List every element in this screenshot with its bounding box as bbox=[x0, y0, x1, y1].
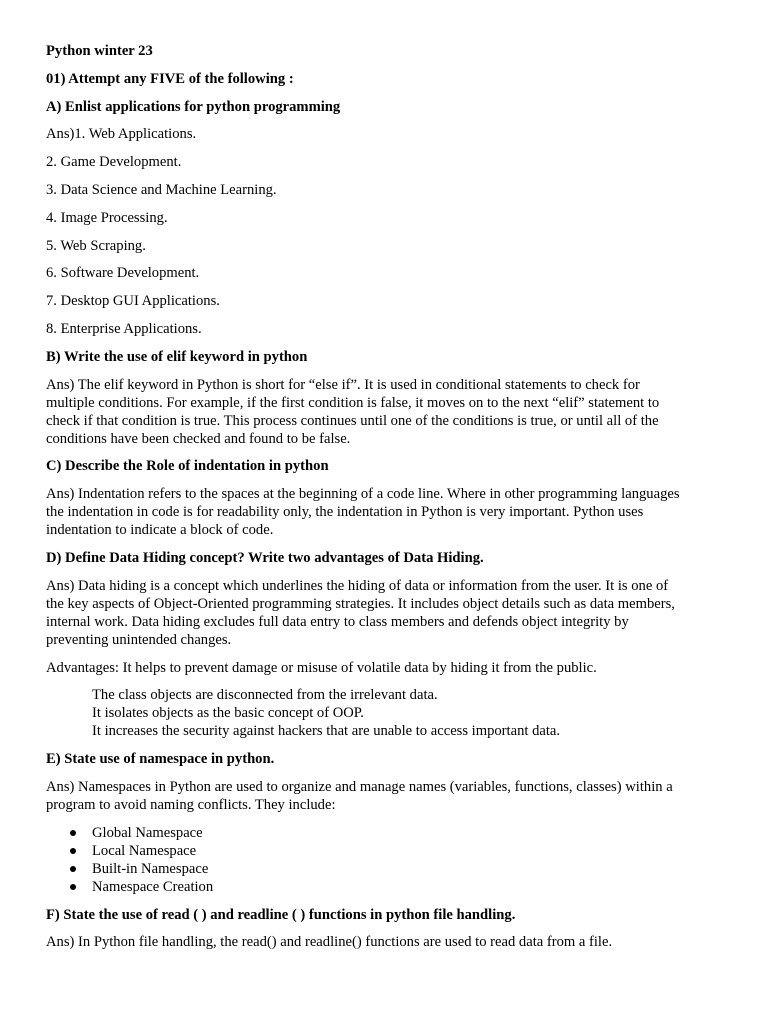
answer-b bbox=[46, 376, 728, 448]
list-item-text: Namespace Creation bbox=[92, 878, 214, 895]
answer-a-item: 2. Game Development. bbox=[46, 154, 182, 171]
answer-c-line: indentation to indicate a block of code. bbox=[46, 522, 274, 539]
answer-e bbox=[46, 778, 728, 814]
list-item bbox=[46, 878, 728, 896]
list-item-text: Local Namespace bbox=[92, 842, 197, 859]
answer-c-line: the indentation in code is for readability only, the indentation in Python is very important. Python uses bbox=[46, 504, 644, 521]
advantage-item: The class objects are disconnected from the irrelevant data. bbox=[92, 687, 438, 704]
list-item-text: Global Namespace bbox=[92, 824, 203, 841]
answer-d-line: internal work. Data hiding excludes full data entry to class members and defends object integrity by bbox=[46, 613, 629, 630]
document-title: Python winter 23 bbox=[46, 43, 153, 59]
answer-a-item: 3. Data Science and Machine Learning. bbox=[46, 181, 277, 198]
question-c: C) Describe the Role of indentation in python bbox=[46, 458, 329, 475]
bullet-icon bbox=[70, 848, 76, 854]
answer-f: Ans) In Python file handling, the read() and readline() functions are used to read data from a file. bbox=[46, 934, 613, 951]
answer-b-line: check if that condition is true. This process continues until one of the conditions is true, or until all of the bbox=[46, 412, 659, 429]
answer-c bbox=[46, 485, 728, 539]
question-f: F) State the use of read ( ) and readline ( ) functions in python file handling. bbox=[46, 906, 516, 923]
answer-b-line: Ans) The elif keyword in Python is short for “else if”. It is used in conditional statements to check for bbox=[46, 376, 640, 393]
list-item bbox=[46, 860, 728, 878]
list-item-text: Built-in Namespace bbox=[92, 860, 209, 877]
answer-e-line: program to avoid naming conflicts. They include: bbox=[46, 796, 336, 813]
advantage-item: It increases the security against hackers that are unable to access important data. bbox=[92, 723, 561, 740]
question-e: E) State use of namespace in python. bbox=[46, 751, 275, 768]
list-item bbox=[46, 824, 728, 842]
answer-b-line: conditions have been checked and found to be false. bbox=[46, 430, 351, 447]
answer-a-item: 8. Enterprise Applications. bbox=[46, 320, 202, 337]
answer-d-line: the key aspects of Object-Oriented programming strategies. It includes object details such as data members, bbox=[46, 595, 675, 612]
question-d: D) Define Data Hiding concept? Write two advantages of Data Hiding. bbox=[46, 549, 484, 566]
answer-a-item: 6. Software Development. bbox=[46, 265, 200, 282]
list-item bbox=[46, 842, 728, 860]
question-header: 01) Attempt any FIVE of the following : bbox=[46, 70, 294, 87]
answer-b-line: multiple conditions. For example, if the first condition is false, it moves on to the next “elif” statement to bbox=[46, 394, 660, 411]
answer-d-advantages: Advantages: It helps to prevent damage or misuse of volatile data by hiding it from the public. bbox=[46, 659, 597, 676]
answer-d-line: preventing unintended changes. bbox=[46, 631, 232, 648]
advantages-list bbox=[46, 686, 728, 740]
answer-a-item: 7. Desktop GUI Applications. bbox=[46, 293, 220, 310]
answer-d bbox=[46, 577, 728, 649]
question-b: B) Write the use of elif keyword in python bbox=[46, 348, 308, 365]
namespace-list bbox=[46, 824, 728, 896]
answer-a-item: Ans)1. Web Applications. bbox=[46, 126, 197, 143]
advantage-item: It isolates objects as the basic concept of OOP. bbox=[92, 705, 364, 722]
bullet-icon bbox=[70, 884, 76, 890]
answer-c-line: Ans) Indentation refers to the spaces at the beginning of a code line. Where in other programming languages bbox=[46, 486, 680, 503]
question-a: A) Enlist applications for python programming bbox=[46, 98, 341, 115]
bullet-icon bbox=[70, 830, 76, 836]
bullet-icon bbox=[70, 866, 76, 872]
answer-e-line: Ans) Namespaces in Python are used to organize and manage names (variables, functions, classes) within a bbox=[46, 778, 673, 795]
answer-a-item: 4. Image Processing. bbox=[46, 209, 168, 226]
answer-d-line: Ans) Data hiding is a concept which underlines the hiding of data or information from the user. It is one of bbox=[46, 577, 669, 594]
answer-a-item: 5. Web Scraping. bbox=[46, 237, 146, 254]
